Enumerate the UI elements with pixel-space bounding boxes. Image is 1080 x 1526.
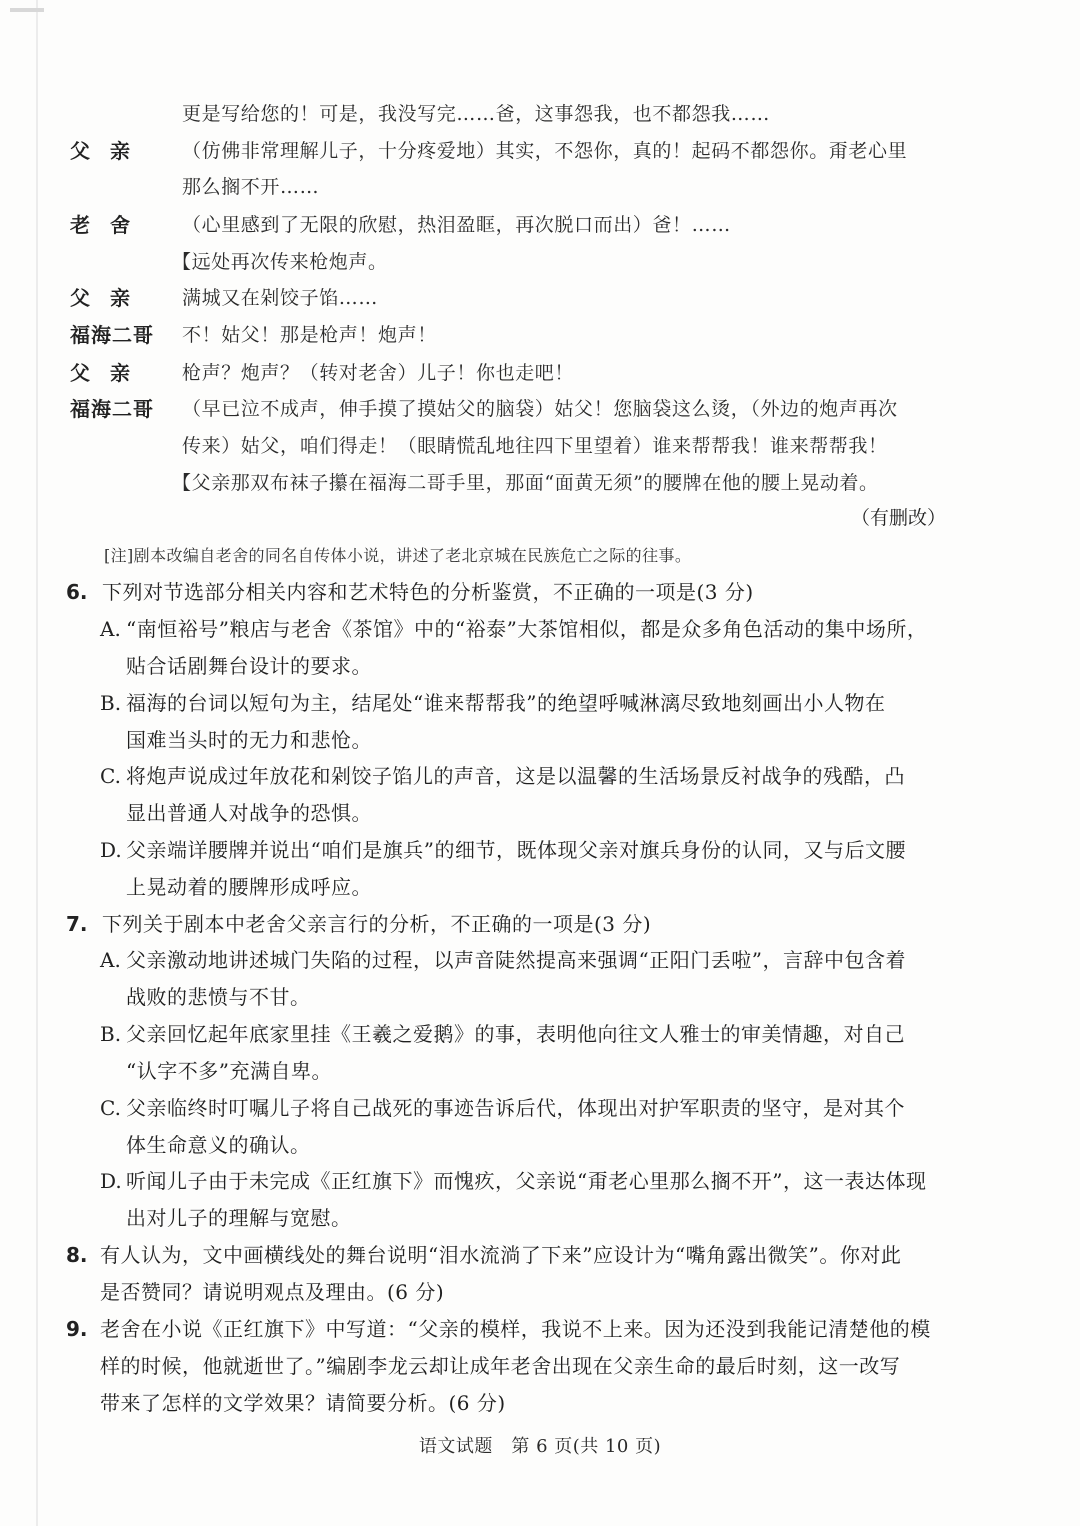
option-letter: D. <box>100 838 122 862</box>
option-text: 体生命意义的确认。 <box>126 1133 311 1157</box>
stage-direction: 【父亲那双布袜子攥在福海二哥手里，那面“面黄无须”的腰牌在他的腰上晃动着。 <box>172 472 879 494</box>
option-text: 显出普通人对战争的恐惧。 <box>126 801 372 825</box>
speaker-name: 老 舍 <box>70 213 130 237</box>
question-number: 6. <box>66 580 88 604</box>
dialogue-text: （早已泣不成声，伸手摸了摸姑父的脑袋）姑父！您脑袋这么烫，（外边的炮声再次 <box>182 398 898 420</box>
script-line <box>0 355 1080 391</box>
option-text: “南恒裕号”粮店与老舍《茶馆》中的“裕泰”大茶馆相似，都是众多角色活动的集中场所， <box>126 617 928 641</box>
question-number: 8. <box>66 1243 88 1267</box>
option-text: 父亲回忆起年底家里挂《王羲之爱鹅》的事，表明他向往文人雅士的审美情趣，对自己 <box>126 1022 905 1046</box>
dialogue-text: （心里感到了无限的欣慰，热泪盈眶，再次脱口而出）爸！…… <box>182 214 731 236</box>
question-number: 9. <box>66 1317 88 1341</box>
dialogue-text: （仿佛非常理解儿子，十分疼爱地）其实，不怨你，真的！起码不都怨你。甭老心里 <box>182 140 908 162</box>
dialogue-text: 枪声？炮声？（转对老舍）儿子！你也走吧！ <box>182 362 575 384</box>
option-text: 贴合话剧舞台设计的要求。 <box>126 654 372 678</box>
option-text: 战败的悲愤与不甘。 <box>126 985 311 1009</box>
script-line <box>0 96 1080 132</box>
speaker-name: 福海二哥 <box>70 397 154 421</box>
corner-mark <box>10 8 44 12</box>
dialogue-text: 不！姑父！那是枪声！炮声！ <box>182 324 437 346</box>
option-letter: A. <box>100 617 121 641</box>
script-line <box>0 280 1080 316</box>
option-text: 上晃动着的腰牌形成呼应。 <box>126 875 372 899</box>
option-letter: C. <box>100 764 121 788</box>
question-stem: 老舍在小说《正红旗下》中写道：“父亲的模样，我说不上来。因为还没到我能记清楚他的模 <box>100 1317 931 1341</box>
question-stem: 带来了怎样的文学效果？请简要分析。(6 分) <box>100 1391 506 1415</box>
option-letter: B. <box>100 691 122 715</box>
speaker-name: 福海二哥 <box>70 323 154 347</box>
option-text: “认字不多”充满自卑。 <box>126 1059 332 1083</box>
revision-credit: （有删改） <box>850 507 946 529</box>
speaker-name: 父 亲 <box>70 361 130 385</box>
script-line <box>0 133 1080 169</box>
option-letter: A. <box>100 948 121 972</box>
option-text: 父亲端详腰牌并说出“咱们是旗兵”的细节，既体现父亲对旗兵身份的认同，又与后文腰 <box>126 838 906 862</box>
speaker-name: 父 亲 <box>70 139 130 163</box>
dialogue-text: 传来）姑父，咱们得走！（眼睛慌乱地往四下里望着）谁来帮帮我！谁来帮帮我！ <box>182 435 888 457</box>
option-text: 国难当头时的无力和悲怆。 <box>126 728 372 752</box>
question-stem: 下列对节选部分相关内容和艺术特色的分析鉴赏，不正确的一项是(3 分) <box>102 580 754 604</box>
option-text: 父亲激动地讲述城门失陷的过程，以声音陡然提高来强调“正阳门丢啦”，言辞中包含着 <box>126 948 906 972</box>
page-footer: 语文试题 第 6 页(共 10 页) <box>418 1436 662 1457</box>
question-stem: 有人认为，文中画横线处的舞台说明“泪水流淌了下来”应设计为“嘴角露出微笑”。你对此 <box>100 1243 902 1267</box>
option-text: 出对儿子的理解与宽慰。 <box>126 1206 352 1230</box>
script-line <box>0 169 1080 205</box>
option-text: 将炮声说成过年放花和剁饺子馅儿的声音，这是以温馨的生活场景反衬战争的残酷，凸 <box>126 764 905 788</box>
script-line <box>0 317 1080 353</box>
option-letter: D. <box>100 1169 122 1193</box>
question-stem: 下列关于剧本中老舍父亲言行的分析，不正确的一项是(3 分) <box>102 912 652 936</box>
script-line <box>0 207 1080 243</box>
script-line <box>0 428 1080 464</box>
script-line <box>0 244 1080 280</box>
source-note: [注]剧本改编自老舍的同名自传体小说，讲述了老北京城在民族危亡之际的往事。 <box>104 546 692 565</box>
dialogue-text: 那么搁不开…… <box>182 176 320 198</box>
option-text: 听闻儿子由于未完成《正红旗下》而愧疚，父亲说“甭老心里那么搁不开”，这一表达体现 <box>126 1169 927 1193</box>
question-stem: 是否赞同？请说明观点及理由。(6 分) <box>100 1280 445 1304</box>
question-number: 7. <box>66 912 88 936</box>
script-line <box>0 465 1080 501</box>
question-stem: 样的时候，他就逝世了。”编剧李龙云却让成年老舍出现在父亲生命的最后时刻，这一改写 <box>100 1354 901 1378</box>
option-text: 父亲临终时叮嘱儿子将自己战死的事迹告诉后代，体现出对护军职责的坚守，是对其个 <box>126 1096 905 1120</box>
option-letter: B. <box>100 1022 122 1046</box>
option-letter: C. <box>100 1096 121 1120</box>
option-text: 福海的台词以短句为主，结尾处“谁来帮帮我”的绝望呼喊淋漓尽致地刻画出小人物在 <box>126 691 886 715</box>
speaker-name: 父 亲 <box>70 286 130 310</box>
script-line <box>0 391 1080 427</box>
dialogue-text: 满城又在剁饺子馅…… <box>182 287 379 309</box>
dialogue-text: 更是写给您的！可是，我没写完……爸，这事怨我，也不都怨我…… <box>182 103 771 125</box>
stage-direction: 【远处再次传来枪炮声。 <box>172 251 388 273</box>
